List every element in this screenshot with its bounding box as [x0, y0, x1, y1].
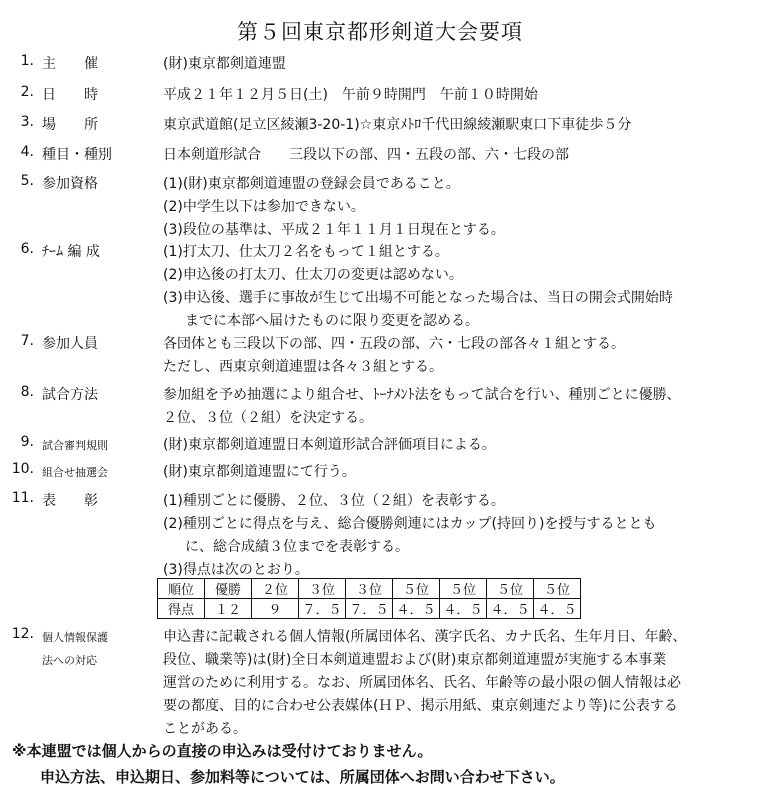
- table-cell: ９: [252, 599, 299, 619]
- section-label: 個人情報保護: [42, 631, 108, 644]
- table-header-cell: ３位: [346, 579, 393, 599]
- points-table: [157, 578, 581, 619]
- content-line: (財)東京都剣道連盟にて行う。: [163, 464, 356, 480]
- content-line: (2)中学生以下は参加できない。: [163, 199, 365, 215]
- section-content: [163, 434, 753, 457]
- section-content: [163, 626, 753, 741]
- content-line: までに本部へ届けたものに限り変更を認める。: [185, 313, 479, 329]
- section-label: 参加人員: [42, 336, 98, 352]
- section-label: 組合せ抽選会: [42, 466, 108, 479]
- content-line: (3)得点は次のとおり。: [163, 562, 309, 578]
- section-content: [163, 173, 753, 242]
- section-number: 10.: [11, 461, 34, 477]
- section-label: 日 時: [42, 87, 98, 103]
- section-label-line2: 法への対応: [42, 654, 97, 667]
- content-line: (3)申込後、選手に事故が生じて出場不可能となった場合は、当日の開会式開始時: [163, 290, 673, 306]
- content-line: (3)段位の基準は、平成２１年１１月１日現在とする。: [163, 222, 505, 238]
- content-line: に、総合成績３位までを表彰する。: [185, 539, 409, 555]
- table-header-cell: ２位: [252, 579, 299, 599]
- section-label: 種目・種別: [42, 147, 112, 163]
- section-label: 表 彰: [42, 493, 98, 509]
- content-line: 各団体とも三段以下の部、四・五段の部、六・七段の部各々１組とする。: [163, 336, 625, 352]
- section-content: [163, 241, 753, 333]
- section-content: [163, 114, 753, 137]
- note-contact-organization: 申込方法、申込期日、参加料等については、所属団体へお問い合わせ下さい。: [40, 768, 565, 786]
- content-line: 東京武道館(足立区綾瀬3-20-1)☆東京ﾒﾄﾛ千代田線綾瀬駅東口下車徒歩５分: [163, 117, 632, 133]
- table-cell: ４．５: [440, 599, 487, 619]
- section-number: 1.: [20, 53, 34, 69]
- content-line: 申込書に記載される個人情報(所属団体名、漢字氏名、カナ氏名、生年月日、年齢、: [163, 629, 687, 645]
- section-number: 12.: [11, 626, 34, 642]
- table-cell: 得点: [158, 599, 205, 619]
- section-content: [163, 144, 753, 167]
- content-line: ただし、西東京剣道連盟は各々３組とする。: [163, 359, 443, 375]
- table-header-cell: ３位: [299, 579, 346, 599]
- content-line: 要の都度、目的に合わせ公表媒体(ＨＰ、掲示用紙、東京剣連だより等)に公表する: [163, 698, 678, 714]
- content-line: 日本剣道形試合 三段以下の部、四・五段の部、六・七段の部: [163, 147, 569, 163]
- page-title: 第５回東京都形剣道大会要項: [237, 20, 523, 44]
- section-number: 11.: [11, 490, 34, 506]
- content-line: (財)東京都剣道連盟: [163, 56, 286, 72]
- table-header-cell: 順位: [158, 579, 205, 599]
- content-line: 平成２１年１２月５日(土) 午前９時開門 午前１０時開始: [163, 87, 538, 103]
- section-number: 7.: [20, 333, 34, 349]
- content-line: (1)種別ごとに優勝、２位、３位（２組）を表彰する。: [163, 493, 505, 509]
- table-cell: ４．５: [487, 599, 534, 619]
- table-header-cell: ５位: [534, 579, 581, 599]
- content-line: ことがある。: [163, 721, 247, 737]
- content-line: 運営のために利用する。なお、所属団体名、氏名、年齢等の最小限の個人情報は必: [163, 675, 681, 691]
- content-line: (1)(財)東京都剣道連盟の登録会員であること。: [163, 176, 460, 192]
- content-line: (2)申込後の打太刀、仕太刀の変更は認めない。: [163, 267, 463, 283]
- section-label: 主 催: [42, 56, 98, 72]
- section-label: 場 所: [42, 117, 98, 133]
- table-row: [158, 579, 581, 599]
- section-content: [163, 461, 753, 484]
- section-number: 8.: [20, 384, 34, 400]
- table-cell: ４．５: [393, 599, 440, 619]
- section-content: [163, 384, 753, 430]
- section-label: 参加資格: [42, 176, 98, 192]
- content-line: ２位、３位（２組）を決定する。: [163, 410, 373, 426]
- content-line: 段位、職業等)は(財)全日本剣道連盟および(財)東京都剣道連盟が実施する本事業: [163, 652, 667, 668]
- table-cell: ７．５: [346, 599, 393, 619]
- table-header-cell: ５位: [487, 579, 534, 599]
- section-content: [163, 333, 753, 379]
- table-cell: ４．５: [534, 599, 581, 619]
- section-content: [163, 490, 753, 582]
- section-content: [163, 53, 753, 76]
- section-number: 4.: [20, 144, 34, 160]
- table-header-cell: ５位: [440, 579, 487, 599]
- table-header-cell: 優勝: [205, 579, 252, 599]
- table-cell: ７．５: [299, 599, 346, 619]
- table-header-cell: ５位: [393, 579, 440, 599]
- content-line: 参加組を予め抽選により組合せ、ﾄｰﾅﾒﾝﾄ法をもって試合を行い、種別ごとに優勝、: [163, 387, 681, 403]
- section-label: ﾁｰﾑ 編 成: [42, 244, 100, 260]
- section-number: 9.: [20, 434, 34, 450]
- section-content: [163, 84, 753, 107]
- section-number: 6.: [20, 241, 34, 257]
- section-label: 試合方法: [42, 387, 98, 403]
- table-row: [158, 599, 581, 619]
- table-cell: １２: [205, 599, 252, 619]
- note-no-individual-applications: ※本連盟では個人からの直接の申込みは受付けておりません。: [12, 742, 433, 760]
- content-line: (1)打太刀、仕太刀２名をもって１組とする。: [163, 244, 449, 260]
- section-number: 2.: [20, 84, 34, 100]
- content-line: (財)東京都剣道連盟日本剣道形試合評価項目による。: [163, 437, 496, 453]
- section-number: 3.: [20, 114, 34, 130]
- section-number: 5.: [20, 173, 34, 189]
- content-line: (2)種別ごとに得点を与え、総合優勝剣連にはカップ(持回り)を授与するととも: [163, 516, 657, 532]
- section-label: 試合審判規則: [42, 439, 108, 452]
